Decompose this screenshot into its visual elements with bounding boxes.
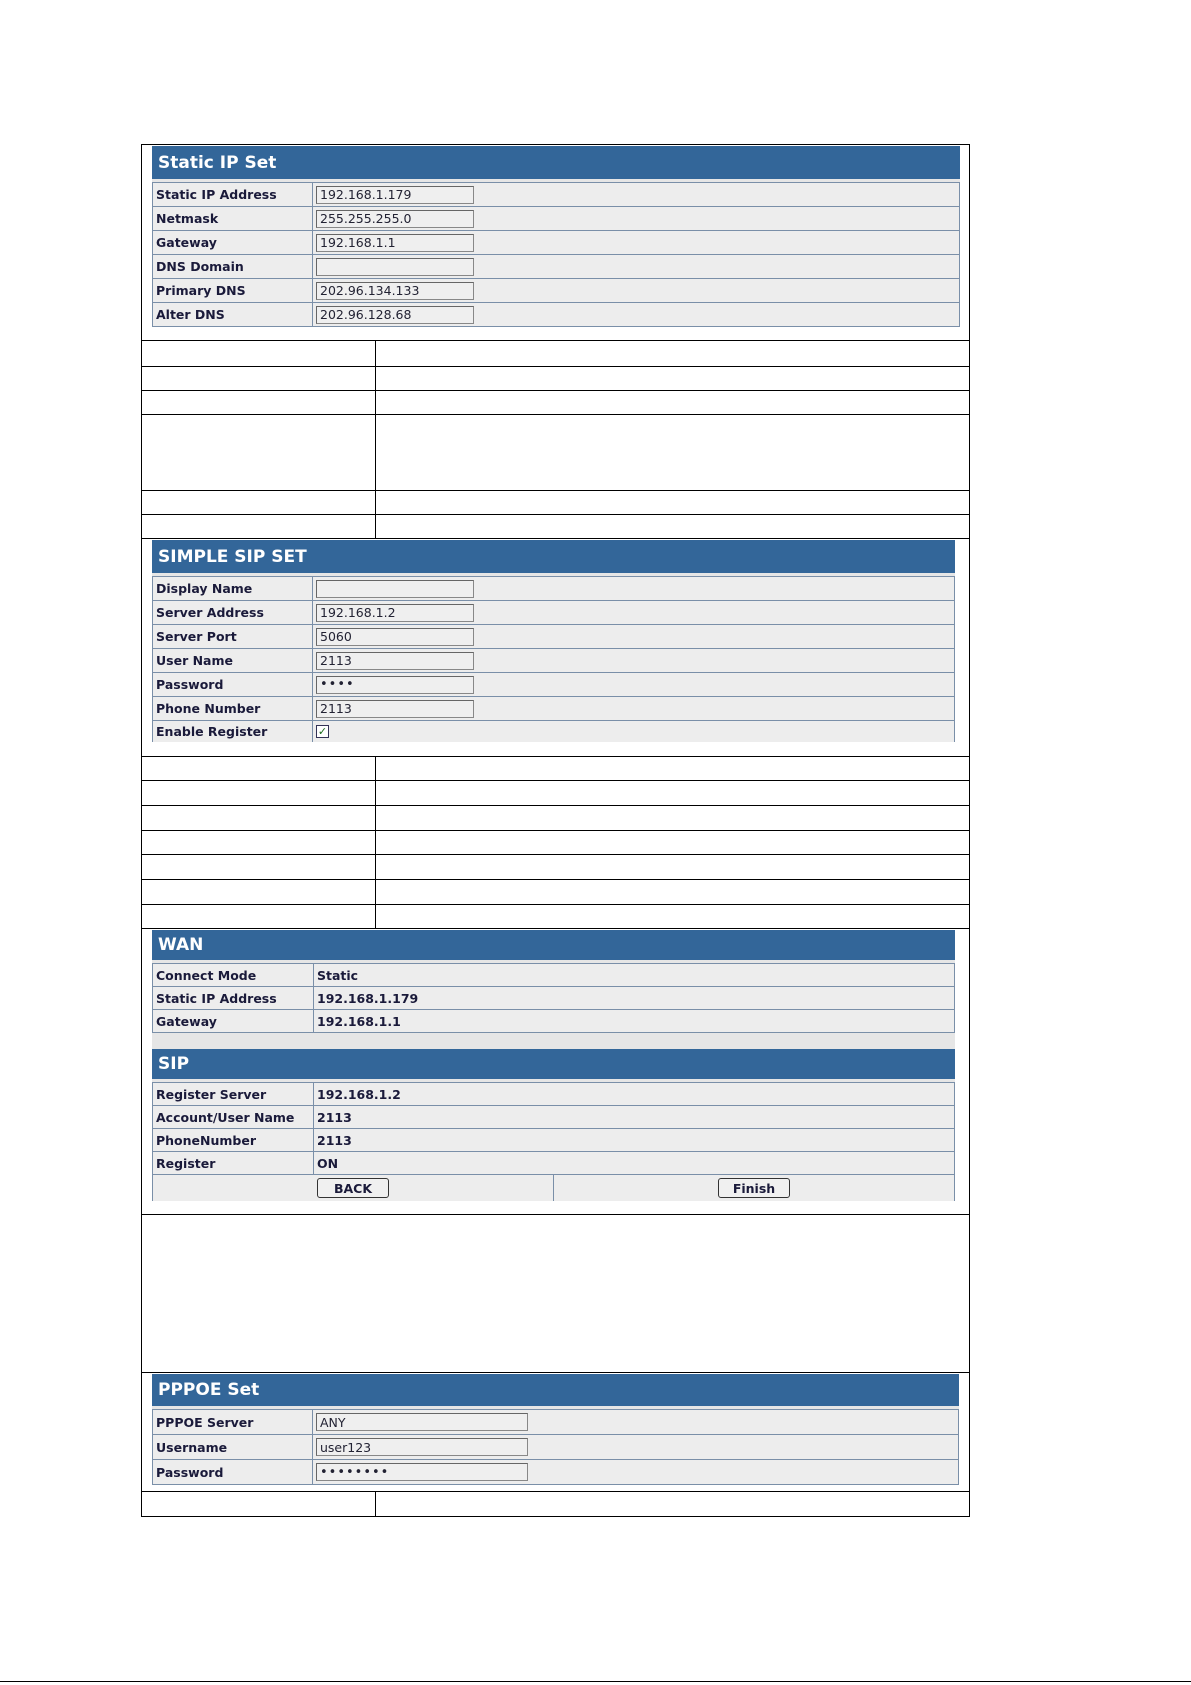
simple-sip-title: SIMPLE SIP SET — [152, 540, 955, 576]
table-row — [142, 491, 969, 515]
summary-panel — [152, 930, 955, 1201]
table-row — [142, 515, 969, 539]
password-input[interactable]: •••• — [316, 676, 474, 694]
user-name-label: User Name — [153, 649, 313, 672]
table-row — [142, 415, 969, 491]
netmask-label: Netmask — [153, 207, 313, 230]
back-button[interactable]: BACK — [317, 1178, 389, 1198]
primary-dns-input[interactable]: 202.96.134.133 — [316, 282, 474, 300]
pppoe-username-label: Username — [153, 1435, 313, 1459]
wan-gateway-label: Gateway — [153, 1010, 314, 1032]
table-row — [142, 905, 969, 929]
simple-sip-panel — [152, 540, 955, 742]
phone-number-row — [153, 696, 954, 720]
alter-dns-label: Alter DNS — [153, 303, 313, 326]
connect-mode-row — [153, 963, 954, 986]
static-ip-title: Static IP Set — [152, 146, 960, 182]
pppoe-server-label: PPPOE Server — [153, 1410, 313, 1434]
checkmark-icon: ✓ — [317, 725, 328, 738]
wan-static-ip-value: 192.168.1.179 — [317, 990, 419, 1006]
wan-gateway-value: 192.168.1.1 — [317, 1013, 401, 1029]
register-value: ON — [317, 1155, 339, 1171]
netmask-input[interactable]: 255.255.255.0 — [316, 210, 474, 228]
table-row — [142, 855, 969, 880]
account-label: Account/User Name — [153, 1106, 314, 1128]
server-port-row — [153, 624, 954, 648]
register-server-row — [153, 1082, 954, 1105]
account-value: 2113 — [317, 1109, 352, 1125]
netmask-row — [153, 206, 959, 230]
static-ip-address-input[interactable]: 192.168.1.179 — [316, 186, 474, 204]
finish-button[interactable]: Finish — [718, 1178, 790, 1198]
pppoe-username-input[interactable]: user123 — [316, 1438, 528, 1456]
server-port-input[interactable]: 5060 — [316, 628, 474, 646]
server-address-label: Server Address — [153, 601, 313, 624]
table-row — [142, 831, 969, 855]
phonenumber-value: 2113 — [317, 1132, 352, 1148]
page-bottom-rule — [0, 1681, 1191, 1682]
enable-register-label: Enable Register — [153, 721, 313, 742]
password-label: Password — [153, 673, 313, 696]
sip-title: SIP — [152, 1049, 955, 1082]
dns-domain-label: DNS Domain — [153, 255, 313, 278]
simple-sip-region — [142, 539, 969, 757]
static-ip-address-row — [153, 182, 959, 206]
primary-dns-row — [153, 278, 959, 302]
wan-static-ip-label: Static IP Address — [153, 987, 314, 1009]
phonenumber-row — [153, 1128, 954, 1151]
gateway-row — [153, 230, 959, 254]
table-row — [142, 781, 969, 806]
dns-domain-row — [153, 254, 959, 278]
table-row — [142, 757, 969, 781]
user-name-input[interactable]: 2113 — [316, 652, 474, 670]
wan-gateway-row — [153, 1009, 954, 1032]
alter-dns-row — [153, 302, 959, 326]
enable-register-row — [153, 720, 954, 742]
display-name-input[interactable] — [316, 580, 474, 598]
pppoe-panel — [152, 1374, 959, 1485]
server-port-label: Server Port — [153, 625, 313, 648]
static-ip-region — [142, 145, 969, 341]
pppoe-username-row — [153, 1434, 958, 1459]
table-row — [142, 367, 969, 391]
register-row — [153, 1151, 954, 1174]
wan-title: WAN — [152, 930, 955, 963]
pppoe-password-row — [153, 1459, 958, 1484]
display-name-label: Display Name — [153, 577, 313, 600]
pppoe-password-label: Password — [153, 1460, 313, 1484]
gateway-input[interactable]: 192.168.1.1 — [316, 234, 474, 252]
register-server-label: Register Server — [153, 1083, 314, 1105]
pppoe-region — [142, 1373, 969, 1492]
server-address-input[interactable]: 192.168.1.2 — [316, 604, 474, 622]
display-name-row — [153, 576, 954, 600]
table-row — [142, 880, 969, 905]
summary-region — [142, 929, 969, 1215]
primary-dns-label: Primary DNS — [153, 279, 313, 302]
enable-register-checkbox[interactable] — [316, 725, 329, 738]
table-row — [142, 391, 969, 415]
pppoe-server-input[interactable]: ANY — [316, 1413, 528, 1431]
wan-static-ip-row — [153, 986, 954, 1009]
pppoe-server-row — [153, 1409, 958, 1434]
blank-text-region — [142, 1215, 969, 1373]
static-ip-panel — [152, 146, 960, 327]
gateway-label: Gateway — [153, 231, 313, 254]
register-label: Register — [153, 1152, 314, 1174]
table-row — [142, 1492, 969, 1516]
pppoe-title: PPPOE Set — [152, 1374, 959, 1409]
document-frame — [141, 144, 970, 1517]
password-row — [153, 672, 954, 696]
alter-dns-input[interactable]: 202.96.128.68 — [316, 306, 474, 324]
server-address-row — [153, 600, 954, 624]
register-server-value: 192.168.1.2 — [317, 1086, 401, 1102]
static-ip-address-label: Static IP Address — [153, 183, 313, 206]
button-row — [153, 1174, 954, 1201]
pppoe-password-input[interactable]: •••••••• — [316, 1463, 528, 1481]
account-row — [153, 1105, 954, 1128]
user-name-row — [153, 648, 954, 672]
table-row — [142, 806, 969, 831]
phone-number-input[interactable]: 2113 — [316, 700, 474, 718]
section-spacer — [152, 1032, 955, 1049]
phone-number-label: Phone Number — [153, 697, 313, 720]
phonenumber-label: PhoneNumber — [153, 1129, 314, 1151]
table-row — [142, 341, 969, 367]
dns-domain-input[interactable] — [316, 258, 474, 276]
connect-mode-label: Connect Mode — [153, 964, 314, 986]
connect-mode-value: Static — [317, 967, 359, 983]
